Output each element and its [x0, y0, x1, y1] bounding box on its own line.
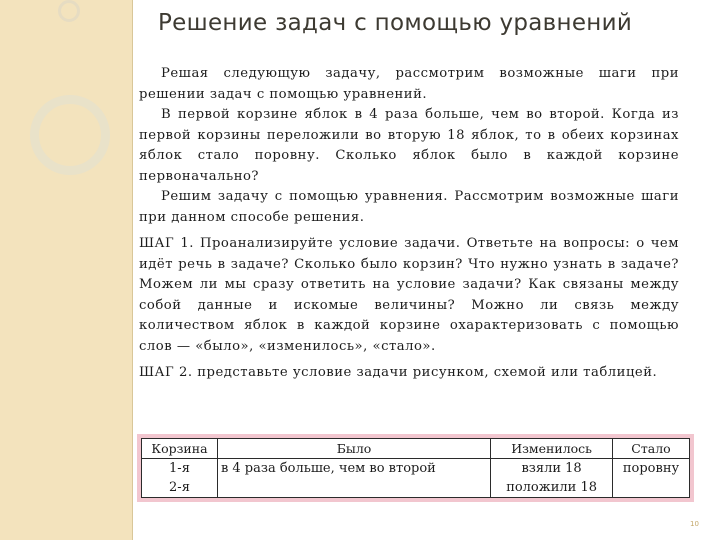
problem-text	[139, 64, 679, 384]
table-highlight	[137, 434, 694, 502]
header-basket: Корзина	[142, 439, 218, 459]
slide-number: 10	[690, 520, 699, 528]
changed-2: положили 18	[506, 480, 597, 495]
changed-cell	[491, 459, 613, 498]
was-value: в 4 раза больше, чем во второй	[220, 461, 436, 476]
problem-statement: В первой корзине яблок в 4 раза больше, чем во второй. Когда из первой корзины переложили во вторую 18 яблок, то в обеих корзинах яблок стало поровну. Сколько яблок было в каждой корзине первоначально?	[139, 107, 679, 184]
header-was: Было	[217, 439, 490, 459]
was-cell	[217, 459, 490, 498]
decorative-sidebar	[0, 0, 133, 540]
became-value: поровну	[622, 461, 680, 476]
header-became: Стало	[613, 439, 690, 459]
changed-1: взяли 18	[521, 461, 582, 476]
basket-cell	[142, 459, 218, 498]
table-body-row	[142, 459, 690, 498]
sidebar-divider	[132, 0, 133, 540]
basket-1: 1-я	[169, 461, 190, 476]
header-changed: Изменилось	[491, 439, 613, 459]
intro-paragraph: Решая следующую задачу, рассмотрим возможные шаги при решении задач с помощью уравнений.	[139, 66, 679, 102]
decorative-ring-small	[58, 0, 80, 22]
solution-intro: Решим задачу с помощью уравнения. Рассмотрим возможные шаги при данном способе решения.	[139, 189, 679, 225]
table-header-row	[142, 439, 690, 459]
decorative-ring	[30, 95, 110, 175]
became-cell	[613, 459, 690, 498]
step-1-paragraph: ШАГ 1. Проанализируйте условие задачи. Ответьте на вопросы: о чем идёт речь в задаче? Сколько было корзин? Что нужно узнать в задаче? Можем ли мы сразу ответить на условие задачи? Как связаны между собой данные и искомые величины? Можно ли связь между количеством яблок в каждой корзине охарактеризовать с помощью слов — «было», «изменилось», «стало».	[139, 236, 679, 354]
condition-table	[141, 438, 690, 498]
basket-2: 2-я	[169, 480, 190, 495]
step-2-paragraph: ШАГ 2. представьте условие задачи рисунком, схемой или таблицей.	[139, 365, 658, 380]
slide-title: Решение задач с помощью уравнений	[158, 10, 633, 36]
